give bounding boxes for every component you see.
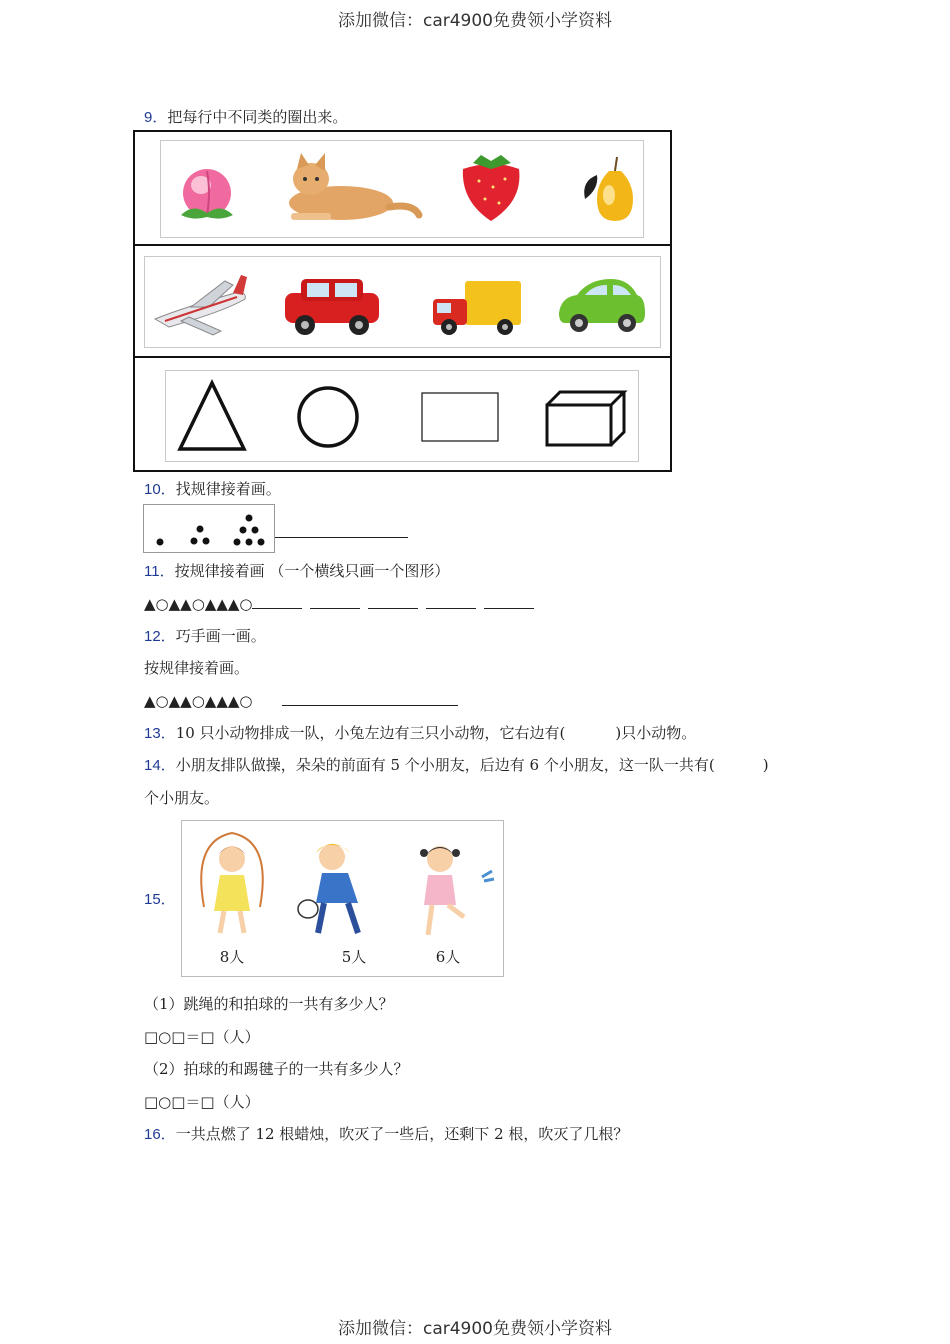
triangle-icon xyxy=(180,383,244,449)
question-text-end: ) xyxy=(762,756,769,774)
q15-part-2: （2）拍球的和踢毽子的一共有多少人？ xyxy=(144,1060,409,1078)
question-14-cont: 个小朋友。 xyxy=(144,789,220,807)
question-15 xyxy=(144,889,176,910)
dot-icon xyxy=(246,539,253,546)
question-10 xyxy=(144,479,281,500)
question-text-end: )只小动物。 xyxy=(615,724,697,742)
q15-formula-1[interactable]: □○□＝□（人） xyxy=(144,1028,260,1046)
question-text: 把每行中不同类的圈出来。 xyxy=(167,108,348,126)
classification-table xyxy=(133,130,672,472)
truck-icon xyxy=(433,281,521,335)
cuboid-icon xyxy=(547,392,624,445)
watermark-footer: 添加微信：car4900免费领小学资料 xyxy=(337,1319,613,1339)
shape-sequence: ▲○▲▲○▲▲▲○ xyxy=(144,692,253,710)
question-14 xyxy=(144,755,769,776)
question-text: 小朋友排队做操，朵朵的前面有 5 个小朋友，后边有 6 个小朋友，这一队一共有( xyxy=(175,756,715,774)
answer-blank[interactable] xyxy=(484,594,534,609)
dot-pattern xyxy=(144,505,274,552)
kick-shuttlecock-count: 6人 xyxy=(435,948,461,966)
dot-icon xyxy=(191,538,198,545)
question-text: 找规律接着画。 xyxy=(175,480,281,498)
dot-icon xyxy=(246,515,253,522)
pear-icon xyxy=(584,157,633,221)
dot-icon xyxy=(258,539,265,546)
q11-sequence-line xyxy=(144,594,534,614)
dot-icon xyxy=(157,539,164,546)
q12-instruction: 按规律接着画。 xyxy=(144,659,250,677)
answer-blank[interactable] xyxy=(368,594,418,609)
red-car-icon xyxy=(285,279,379,335)
shape-sequence: ▲○▲▲○▲▲▲○ xyxy=(144,595,253,613)
question-13 xyxy=(144,723,696,744)
row-images xyxy=(161,141,643,237)
q15-part-1: （1）跳绳的和拍球的一共有多少人？ xyxy=(144,995,394,1013)
question-16 xyxy=(144,1124,628,1145)
peach-icon xyxy=(181,169,233,219)
row-images xyxy=(145,257,660,347)
question-number: 14． xyxy=(144,757,176,774)
row-images xyxy=(166,371,638,461)
dot-icon xyxy=(252,527,259,534)
question-text: 巧手画一画。 xyxy=(175,627,266,645)
girl-jumping-rope-icon xyxy=(201,833,263,933)
dot-icon xyxy=(240,527,247,534)
question-number: 11． xyxy=(144,563,175,580)
answer-blank[interactable] xyxy=(282,691,458,706)
question-number: 13． xyxy=(144,725,176,742)
bounce-ball-count: 5人 xyxy=(341,948,367,966)
question-text: 一共点燃了 12 根蜡烛，吹灭了一些后，还剩下 2 根，吹灭了几根？ xyxy=(175,1125,629,1143)
row-fruits-animal xyxy=(160,140,644,238)
table-divider xyxy=(135,244,670,246)
green-car-icon xyxy=(559,279,645,332)
question-number: 9． xyxy=(144,109,168,126)
question-text: 按规律接着画 （一个横线只画一个图形） xyxy=(174,562,450,580)
dot-icon xyxy=(234,539,241,546)
dot-icon xyxy=(203,538,210,545)
q15-formula-2[interactable]: □○□＝□（人） xyxy=(144,1093,260,1111)
cat-icon xyxy=(289,153,419,220)
children-activity-picture xyxy=(181,820,504,977)
question-text: 10 只小动物排成一队，小兔左边有三只小动物，它右边有( xyxy=(175,724,566,742)
question-number: 15． xyxy=(144,891,176,908)
question-number: 10． xyxy=(144,481,176,498)
watermark-header: 添加微信：car4900免费领小学资料 xyxy=(337,11,613,31)
question-number: 12． xyxy=(144,628,176,645)
row-vehicles xyxy=(144,256,661,348)
question-11 xyxy=(144,561,449,582)
question-9 xyxy=(144,107,347,128)
answer-blank[interactable] xyxy=(275,537,408,538)
question-number: 16． xyxy=(144,1126,176,1143)
q12-sequence-line xyxy=(144,691,458,711)
strawberry-icon xyxy=(463,155,520,221)
dot-pattern-box xyxy=(143,504,275,553)
girl-kicking-shuttlecock-icon xyxy=(420,846,494,935)
rectangle-icon xyxy=(422,393,498,441)
circle-icon xyxy=(299,388,357,446)
answer-blank[interactable] xyxy=(426,594,476,609)
table-divider xyxy=(135,356,670,358)
row-shapes xyxy=(165,370,639,462)
dot-icon xyxy=(197,526,204,533)
question-12 xyxy=(144,626,266,647)
airplane-icon xyxy=(155,275,247,335)
girl-bouncing-ball-icon xyxy=(298,844,358,933)
jump-rope-count: 8人 xyxy=(219,948,245,966)
answer-blank[interactable] xyxy=(252,594,302,609)
answer-blank[interactable] xyxy=(310,594,360,609)
